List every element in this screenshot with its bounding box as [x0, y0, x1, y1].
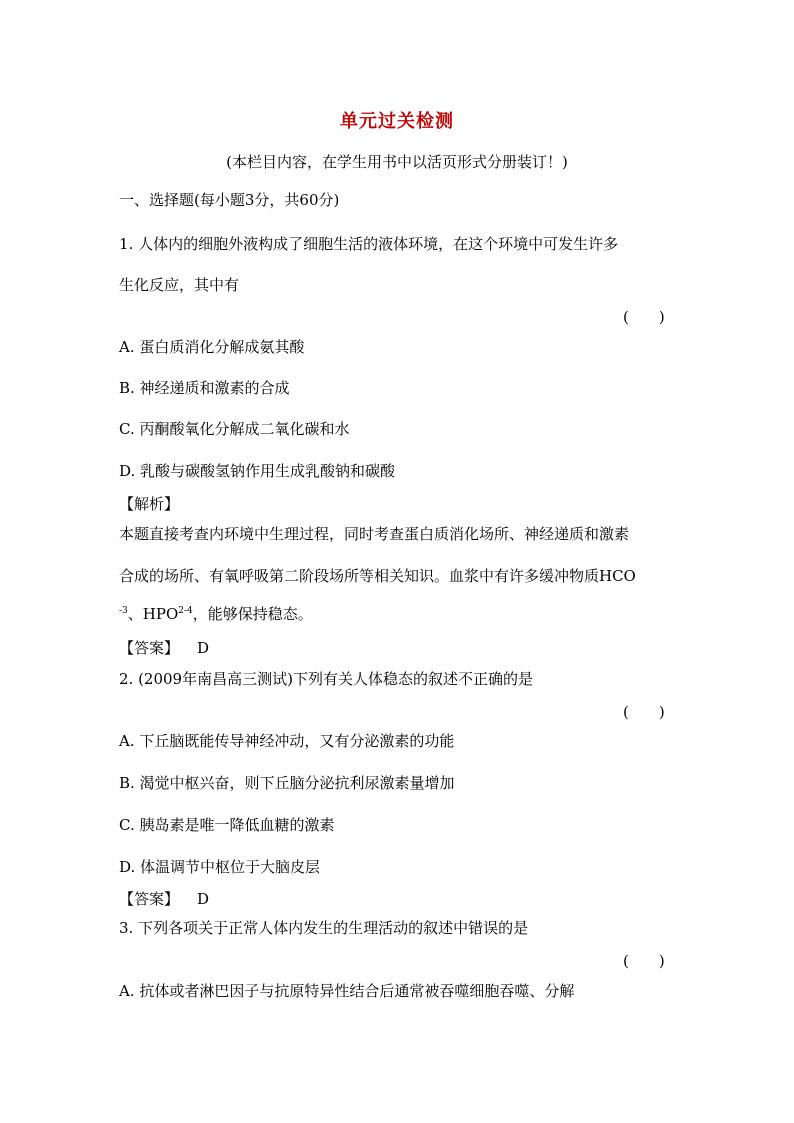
- q1-analysis-end: ，能够保持稳态。: [192, 605, 313, 623]
- q3-answer-paren: ( ): [623, 952, 665, 970]
- q1-analysis-sup: 2-4: [178, 606, 193, 616]
- q1-option-b: B. 神经递质和激素的合成: [119, 379, 290, 397]
- page-subtitle: (本栏目内容，在学生用书中以活页形式分册装订！): [226, 153, 568, 171]
- q1-option-c: C. 丙酮酸氧化分解成二氧化碳和水: [119, 420, 350, 438]
- q1-stem-line2: 生化反应，其中有: [119, 276, 240, 294]
- page-title: 单元过关检测: [340, 111, 454, 132]
- q3-option-a: A. 抗体或者淋巴因子与抗原特异性结合后通常被吞噬细胞吞噬、分解: [119, 982, 575, 1000]
- q1-analysis-label: 【解析】: [119, 495, 180, 513]
- q2-stem: 2. (2009年南昌高三测试)下列有关人体稳态的叙述不正确的是: [119, 670, 533, 688]
- q2-option-c: C. 胰岛素是唯一降低血糖的激素: [119, 816, 335, 834]
- q1-answer-label: 【答案】: [119, 639, 180, 657]
- q1-option-d: D. 乳酸与碳酸氢钠作用生成乳酸钠和碳酸: [119, 462, 396, 480]
- q2-answer-row: [119, 889, 209, 909]
- section-heading: 一、选择题(每小题3分，共60分): [119, 191, 340, 209]
- q2-answer-label: 【答案】: [119, 890, 180, 908]
- q1-answer-value: D: [197, 639, 210, 657]
- q2-option-d: D. 体温调节中枢位于大脑皮层: [119, 858, 321, 876]
- q1-answer-paren: ( ): [623, 308, 665, 326]
- q2-answer-value: D: [197, 890, 210, 908]
- q1-analysis-line3: [119, 604, 313, 624]
- q1-analysis-line1: 本题直接考查内环境中生理过程，同时考查蛋白质消化场所、神经递质和激素: [119, 525, 630, 543]
- q1-analysis-mid: 、HPO: [127, 605, 179, 623]
- q1-option-a: A. 蛋白质消化分解成氨其酸: [119, 338, 305, 356]
- q1-analysis-line2: 合成的场所、有氧呼吸第二阶段场所等相关知识。血浆中有许多缓冲物质HCO: [119, 567, 636, 585]
- q2-option-a: A. 下丘脑既能传导神经冲动，又有分泌激素的功能: [119, 732, 455, 750]
- q3-stem: 3. 下列各项关于正常人体内发生的生理活动的叙述中错误的是: [119, 919, 529, 937]
- q1-answer-row: [119, 638, 209, 658]
- q1-analysis-sub: -3: [119, 606, 128, 616]
- q2-option-b: B. 渴觉中枢兴奋，则下丘脑分泌抗利尿激素量增加: [119, 774, 455, 792]
- q1-stem-line1: 1. 人体内的细胞外液构成了细胞生活的液体环境，在这个环境中可发生许多: [119, 235, 619, 253]
- q2-answer-paren: ( ): [623, 703, 665, 721]
